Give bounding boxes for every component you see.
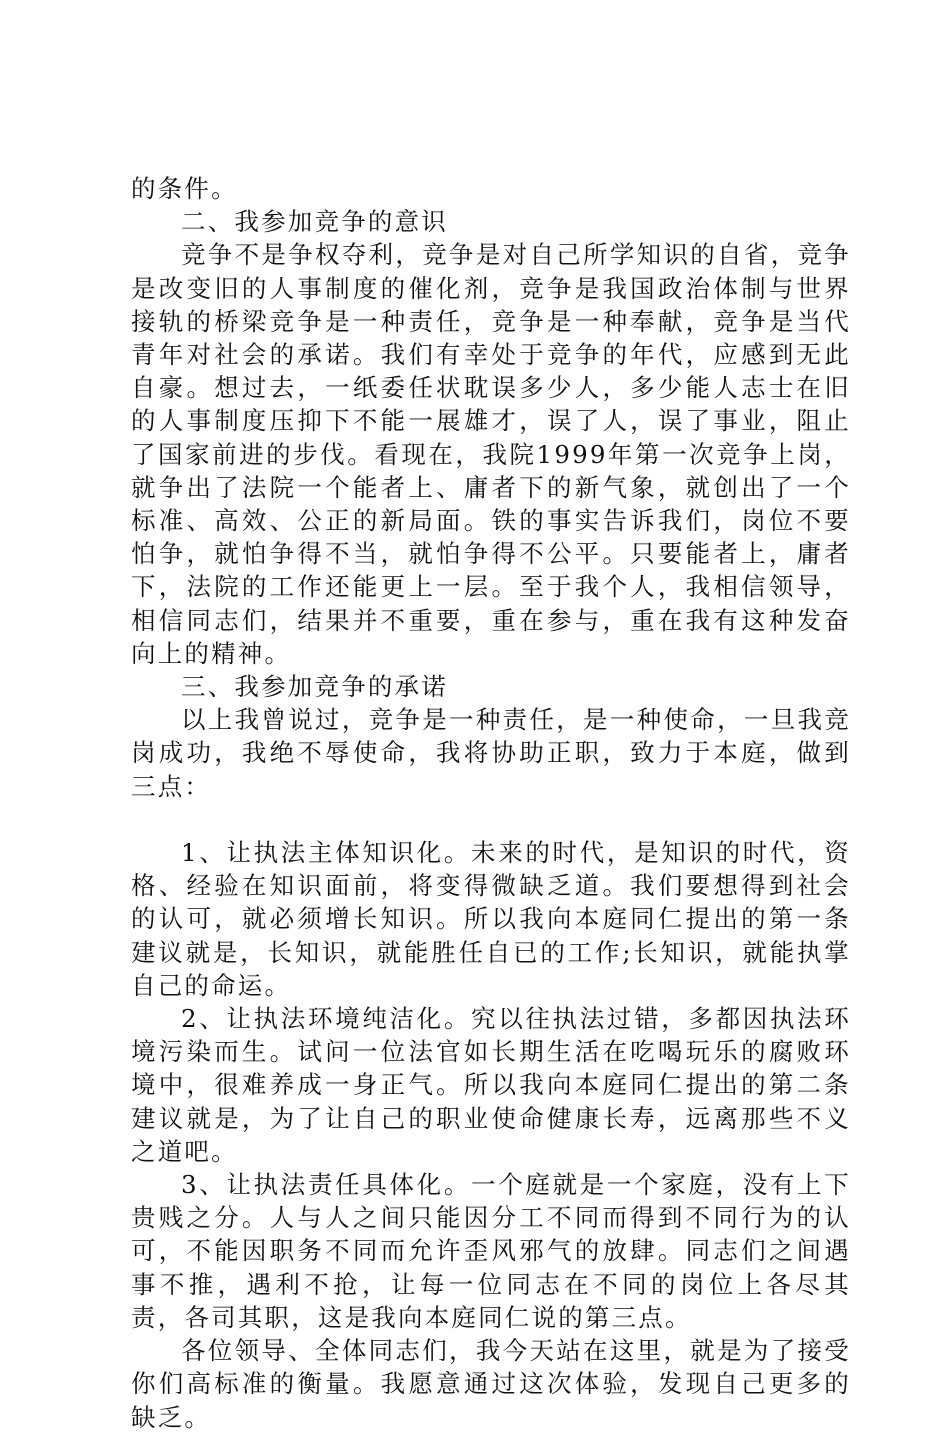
paragraph-closing: 各位领导、全体同志们，我今天站在这里，就是为了接受你们高标准的衡量。我愿意通过这次体验，发现自己更多的缺乏。: [131, 1336, 851, 1432]
section-heading-2: 二、我参加竞争的意识: [181, 207, 448, 237]
document-body: [131, 172, 851, 1434]
section-heading-3: 三、我参加竞争的承诺: [181, 672, 448, 702]
paragraph-continuation: 的条件。: [131, 174, 238, 203]
paragraph-point-3: 3、让执法责任具体化。一个庭就是一个家庭，没有上下贵贱之分。人与人之间只能因分工不同而得到不同行为的认可，不能因职务不同而允许歪风邪气的放肆。同志们之间遇事不推，遇利不抢，让每一位同志在不同的岗位上各尽其责，各司其职，这是我向本庭同仁说的第三点。: [131, 1170, 851, 1332]
paragraph-point-2: 2、让执法环境纯洁化。究以往执法过错，多都因执法环境污染而生。试问一位法官如长期生活在吃喝玩乐的腐败环境中，很难养成一身正气。所以我向本庭同仁提出的第二条建议就是，为了让自己的职业使命健康长寿，远离那些不义之道吧。: [131, 1004, 851, 1166]
blank-line: [131, 803, 851, 836]
paragraph-point-1: 1、让执法主体知识化。未来的时代，是知识的时代，资格、经验在知识面前，将变得微缺乏道。我们要想得到社会的认可，就必须增长知识。所以我向本庭同仁提出的第一条建议就是，长知识，就能胜任自已的工作;长知识，就能执掌自己的命运。: [131, 838, 851, 1000]
paragraph-competition-awareness: 竞争不是争权夺利，竞争是对自己所学知识的自省，竞争是改变旧的人事制度的催化剂，竞争是我国政治体制与世界接轨的桥梁竞争是一种责任，竞争是一种奉献，竞争是当代青年对社会的承诺。我们有幸处于竞争的年代，应感到无此自豪。想过去，一纸委任状耽误多少人，多少能人志士在旧的人事制度压抑下不能一展雄才，误了人，误了事业，阻止了国家前进的步伐。看现在，我院1999年第一次竞争上岗，就争出了法院一个能者上、庸者下的新气象，就创出了一个标准、高效、公正的新局面。铁的事实告诉我们，岗位不要怕争，就怕争得不当，就怕争得不公平。只要能者上，庸者下，法院的工作还能更上一层。至于我个人，我相信领导，相信同志们，结果并不重要，重在参与，重在我有这种发奋向上的精神。: [131, 240, 851, 668]
paragraph-commitment-intro: 以上我曾说过，竞争是一种责任，是一种使命，一旦我竞岗成功，我绝不辱使命，我将协助正职，致力于本庭，做到三点：: [131, 705, 851, 801]
